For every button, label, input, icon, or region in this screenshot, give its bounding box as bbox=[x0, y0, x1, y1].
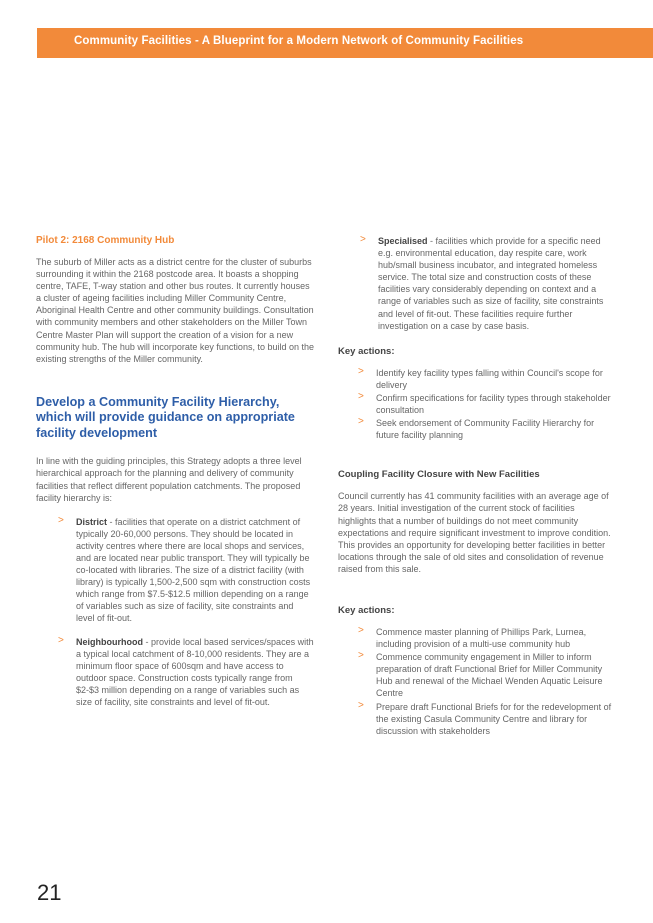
bullet-text: - facilities which provide for a specific need e.g. environmental education, day respite care, work hub/small business incubator, and integrated homeless service. The total size and construction costs of these facilities vary considerably depending on context and a range of variables such as size of facility, site constraints and level of fit-out. These facilities require further investigation on a case by case basis. bbox=[378, 236, 604, 331]
list-item bbox=[338, 651, 613, 699]
action-text: Identify key facility types falling within Council's scope for delivery bbox=[376, 367, 603, 390]
right-column bbox=[338, 235, 613, 738]
list-item bbox=[338, 417, 613, 441]
list-item bbox=[36, 516, 314, 625]
pilot-paragraph: The suburb of Miller acts as a district centre for the cluster of suburbs surrounding it within the 2168 postcode area. It boasts a shopping centre, TAFE, T-way station and other bus routes. It currently houses a cluster of ageing facilities including Miller Community Centre, Aboriginal Health Centre and other community buildings. Consultation with community members and other stakeholders on the Miller Town Centre Master Plan will support the creation of a vision for a new community hub. The hub will incorporate key functions, to build on the existing strengths of the Miller community. bbox=[36, 257, 314, 364]
action-text: Seek endorsement of Community Facility Hierarchy for future facility planning bbox=[376, 418, 595, 441]
chevron-right-icon: > bbox=[358, 699, 364, 711]
chevron-right-icon: > bbox=[58, 514, 64, 526]
chevron-right-icon: > bbox=[358, 365, 364, 377]
action-text: Confirm specifications for facility types through stakeholder consultation bbox=[376, 392, 611, 416]
bullet-label: District bbox=[76, 516, 108, 527]
chevron-right-icon: > bbox=[358, 416, 364, 428]
key-actions-heading: Key actions: bbox=[338, 604, 395, 616]
bullet-text: - facilities that operate on a district catchment of typically 20-60,000 persons. They should be located in activity centres where there are local shops and services, and are located near public transport. They will typically be co-located with libraries. The size of a district facility (with library) is typically 1,500-2,500 sqm with construction costs which range from $7.5-$12.5 million depending on a range of variables such as size of facility, site constraints and level of fit-out. bbox=[76, 516, 311, 624]
chevron-right-icon: > bbox=[358, 624, 364, 636]
list-item bbox=[338, 367, 613, 391]
key-actions-heading: Key actions: bbox=[338, 345, 395, 357]
action-text: Commence master planning of Phillips Park, Lurnea, including provision of a multi-use community hub bbox=[376, 626, 587, 650]
page-number: 21 bbox=[37, 880, 62, 905]
bullet-label: Specialised bbox=[378, 236, 428, 246]
chevron-right-icon: > bbox=[358, 650, 364, 662]
action-text: Prepare draft Functional Briefs for for the redevelopment of the existing Casula Community Centre and library for discussion with stakeholders bbox=[376, 701, 612, 736]
chevron-right-icon: > bbox=[360, 234, 366, 245]
chevron-right-icon: > bbox=[58, 634, 64, 646]
coupling-heading: Coupling Facility Closure with New Facilities bbox=[338, 469, 540, 481]
pilot-heading: Pilot 2: 2168 Community Hub bbox=[36, 235, 175, 246]
list-item bbox=[36, 636, 314, 709]
hierarchy-heading: Develop a Community Facility Hierarchy, which will provide guidance on appropriate facility development bbox=[36, 394, 295, 440]
list-item bbox=[338, 392, 613, 416]
banner-title: Community Facilities - A Blueprint for a Modern Network of Community Facilities bbox=[74, 35, 524, 47]
coupling-paragraph: Council currently has 41 community facilities with an average age of 28 years. Initial investigation of the current stock of facilities highlights that a number of buildings do not meet community expectations and require significant investment to improve condition. This provides an opportunity for developing better facilities in better locations through the sale of old sites and consolidation of revenue raised from this sale. bbox=[338, 491, 611, 574]
chevron-right-icon: > bbox=[358, 390, 364, 402]
list-item bbox=[338, 701, 613, 737]
action-text: Commence community engagement in Miller to inform preparation of draft Functional Brief for Miller Community Hub and renewal of the Michael Wenden Aquatic Leisure Centre bbox=[376, 652, 603, 699]
list-item bbox=[338, 626, 613, 650]
left-column bbox=[36, 235, 314, 719]
list-item bbox=[338, 235, 613, 332]
hierarchy-intro: In line with the guiding principles, this Strategy adopts a three level hierarchical approach for the planning and delivery of community facilities that reflect different population catchments. The proposed facility hierarchy is: bbox=[36, 456, 302, 503]
header-banner bbox=[37, 28, 653, 58]
bullet-label: Neighbourhood bbox=[76, 636, 143, 647]
bullet-text: - provide local based services/spaces with a typical local catchment of 8-10,000 residents. They are a minimum floor space of 600sqm and have access to outdoor space. Construction costs typically range from $2-$3 million depending on a range of variables such as size of facility, site constraints and level of fit-out. bbox=[76, 636, 314, 708]
